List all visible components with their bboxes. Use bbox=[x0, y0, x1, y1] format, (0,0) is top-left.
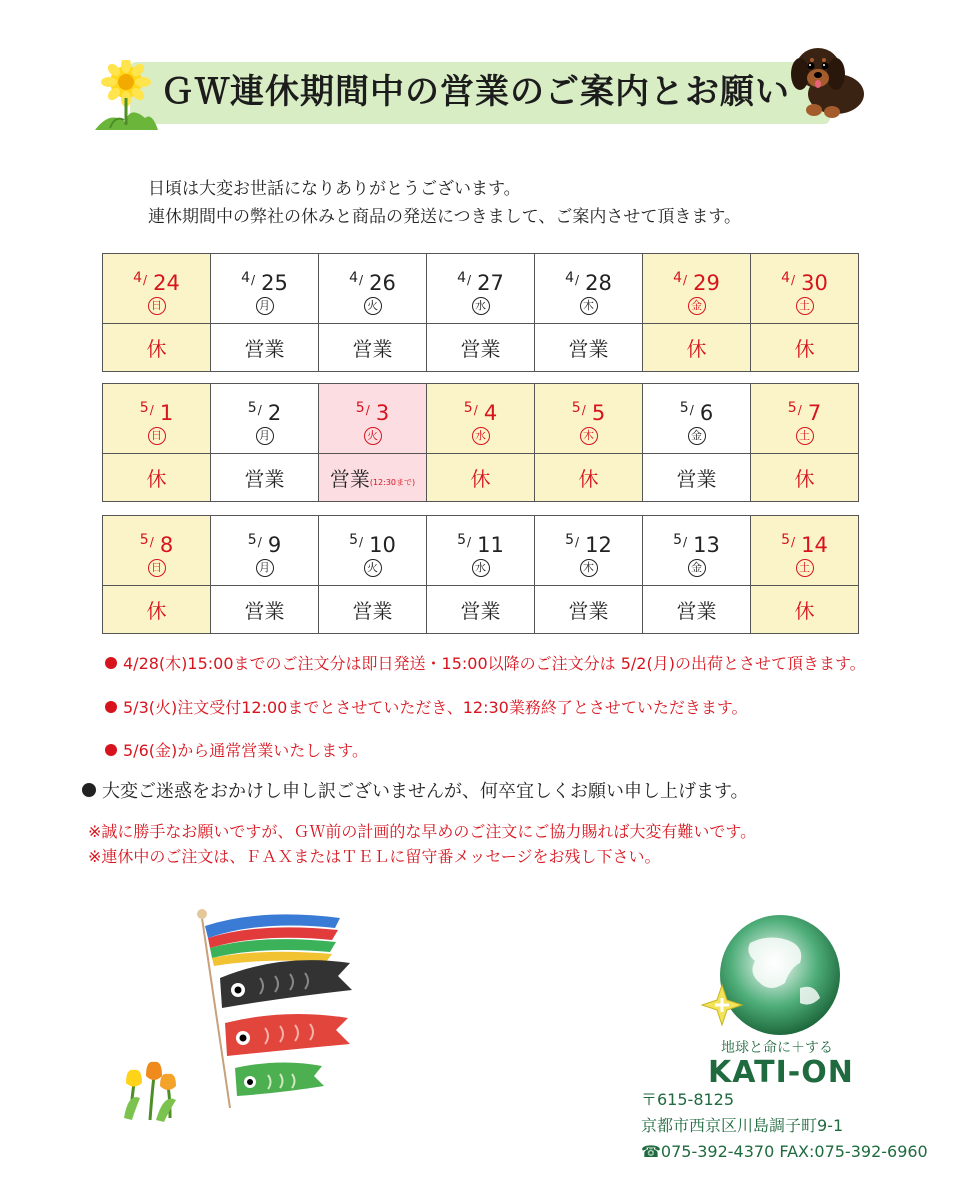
date-label bbox=[103, 524, 210, 556]
date-label bbox=[103, 392, 210, 424]
intro-line: 連休期間中の弊社の休みと商品の発送につきまして、ご案内させて頂きます。 bbox=[148, 207, 741, 227]
month: 5 bbox=[139, 400, 149, 416]
status-cell bbox=[211, 454, 319, 502]
bullet-icon bbox=[105, 744, 117, 756]
date-cell bbox=[211, 384, 319, 454]
intro-text bbox=[148, 175, 741, 231]
day: 8 bbox=[159, 533, 174, 557]
day: 3 bbox=[375, 401, 390, 425]
status-label: 営業 bbox=[244, 599, 285, 623]
date-separator: / bbox=[581, 403, 586, 417]
date-separator: / bbox=[791, 535, 796, 549]
day: 30 bbox=[801, 271, 828, 295]
bullet-icon bbox=[105, 701, 117, 713]
status-label: 営業 bbox=[352, 337, 393, 361]
month: 5 bbox=[463, 400, 473, 416]
status-cell bbox=[103, 586, 211, 634]
date-label bbox=[319, 524, 426, 556]
weekday-badge: 土 bbox=[796, 297, 814, 315]
weekday-badge: 水 bbox=[472, 427, 490, 445]
date-separator: / bbox=[689, 403, 694, 417]
date-cell bbox=[103, 516, 211, 586]
koinobori-icon bbox=[110, 898, 360, 1123]
date-label bbox=[643, 392, 750, 424]
status-cell bbox=[427, 454, 535, 502]
weekday-badge: 火 bbox=[364, 297, 382, 315]
note-text: 5/6(金)から通常営業いたします。 bbox=[123, 741, 368, 760]
month: 5 bbox=[247, 400, 257, 416]
weekday-badge: 火 bbox=[364, 427, 382, 445]
weekday-badge: 月 bbox=[256, 427, 274, 445]
status-cell bbox=[751, 454, 859, 502]
caution-fax-tel: ※連休中のご注文は、ＦＡＸまたはＴＥＬに留守番メッセージをお残し下さい。 bbox=[88, 847, 661, 866]
month: 5 bbox=[247, 532, 257, 548]
date-label bbox=[319, 392, 426, 424]
status-label: 休 bbox=[146, 337, 167, 361]
weekday-badge: 水 bbox=[472, 297, 490, 315]
date-label bbox=[643, 524, 750, 556]
order-deadline-note bbox=[105, 696, 748, 720]
status-cell bbox=[103, 324, 211, 372]
status-cell bbox=[535, 324, 643, 372]
status-label: 営業 bbox=[676, 599, 717, 623]
calendar-week bbox=[102, 383, 859, 502]
status-cell bbox=[643, 324, 751, 372]
status-label: 休 bbox=[686, 337, 707, 361]
day: 12 bbox=[585, 533, 612, 557]
date-cell bbox=[643, 254, 751, 324]
date-label bbox=[319, 262, 426, 294]
weekday-badge: 金 bbox=[688, 559, 706, 577]
day: 4 bbox=[483, 401, 498, 425]
date-separator: / bbox=[143, 273, 148, 287]
date-label bbox=[427, 262, 534, 294]
status-label: 営業 bbox=[568, 599, 609, 623]
date-separator: / bbox=[149, 535, 154, 549]
date-label bbox=[427, 392, 534, 424]
weekday-badge: 金 bbox=[688, 427, 706, 445]
day: 13 bbox=[693, 533, 720, 557]
date-separator: / bbox=[251, 273, 256, 287]
date-cell bbox=[643, 384, 751, 454]
status-label: 営業 bbox=[676, 467, 717, 491]
date-separator: / bbox=[359, 535, 364, 549]
date-label bbox=[751, 392, 858, 424]
date-label bbox=[427, 524, 534, 556]
sunflower-icon bbox=[90, 60, 160, 135]
date-separator: / bbox=[467, 535, 472, 549]
date-cell bbox=[319, 254, 427, 324]
date-separator: / bbox=[683, 273, 688, 287]
day: 14 bbox=[801, 533, 828, 557]
date-label bbox=[211, 392, 318, 424]
resume-note bbox=[105, 739, 368, 763]
weekday-badge: 月 bbox=[256, 559, 274, 577]
date-label bbox=[751, 262, 858, 294]
day: 27 bbox=[477, 271, 504, 295]
date-cell bbox=[751, 384, 859, 454]
status-label: 営業 bbox=[244, 337, 285, 361]
date-cell bbox=[427, 254, 535, 324]
month: 4 bbox=[133, 270, 143, 286]
month: 4 bbox=[457, 270, 467, 286]
day: 28 bbox=[585, 271, 612, 295]
date-separator: / bbox=[791, 273, 796, 287]
intro-line: 日頃は大変お世話になりありがとうございます。 bbox=[148, 179, 521, 199]
status-cell bbox=[211, 586, 319, 634]
date-separator: / bbox=[575, 535, 580, 549]
globe-icon bbox=[700, 913, 850, 1043]
status-cell bbox=[643, 454, 751, 502]
bullet-icon bbox=[82, 783, 96, 797]
date-cell bbox=[427, 516, 535, 586]
status-cell bbox=[319, 586, 427, 634]
month: 5 bbox=[565, 532, 575, 548]
date-label bbox=[535, 524, 642, 556]
day: 9 bbox=[267, 533, 282, 557]
calendar-week bbox=[102, 515, 859, 634]
month: 5 bbox=[787, 400, 797, 416]
date-cell bbox=[751, 254, 859, 324]
month: 5 bbox=[571, 400, 581, 416]
company-slogan: 地球と命に＋する bbox=[721, 1040, 833, 1056]
weekday-badge: 日 bbox=[148, 427, 166, 445]
day: 11 bbox=[477, 533, 504, 557]
date-cell bbox=[643, 516, 751, 586]
calendar-week bbox=[102, 253, 859, 372]
day: 2 bbox=[267, 401, 282, 425]
status-cell bbox=[427, 324, 535, 372]
day: 29 bbox=[693, 271, 720, 295]
day: 26 bbox=[369, 271, 396, 295]
status-cell bbox=[319, 324, 427, 372]
status-label: 休 bbox=[146, 467, 167, 491]
date-cell bbox=[211, 516, 319, 586]
status-label: 営業 bbox=[352, 599, 393, 623]
status-label: 営業 bbox=[329, 467, 370, 491]
weekday-badge: 木 bbox=[580, 559, 598, 577]
status-label: 営業 bbox=[244, 467, 285, 491]
company-contact: ☎075-392-4370 FAX:075-392-6960 bbox=[641, 1142, 928, 1161]
status-label: 休 bbox=[794, 337, 815, 361]
month: 5 bbox=[457, 532, 467, 548]
date-label bbox=[643, 262, 750, 294]
status-cell bbox=[751, 586, 859, 634]
status-cell bbox=[211, 324, 319, 372]
weekday-badge: 木 bbox=[580, 427, 598, 445]
dog-icon bbox=[788, 36, 868, 120]
apology-note bbox=[82, 780, 749, 804]
day: 5 bbox=[591, 401, 606, 425]
day: 6 bbox=[699, 401, 714, 425]
day: 1 bbox=[159, 401, 174, 425]
status-cell bbox=[103, 454, 211, 502]
date-label bbox=[535, 262, 642, 294]
date-label bbox=[211, 262, 318, 294]
day: 25 bbox=[261, 271, 288, 295]
date-label bbox=[751, 524, 858, 556]
apology-text: 大変ご迷惑をおかけし申し訳ございませんが、何卒宜しくお願い申し上げます。 bbox=[102, 781, 749, 802]
date-cell bbox=[103, 254, 211, 324]
date-separator: / bbox=[473, 403, 478, 417]
note-text: 4/28(木)15:00までのご注文分は即日発送・15:00以降のご注文分は 5/2(月)の出荷とさせて頂きます。 bbox=[123, 654, 866, 673]
month: 5 bbox=[781, 532, 791, 548]
weekday-badge: 土 bbox=[796, 427, 814, 445]
date-separator: / bbox=[683, 535, 688, 549]
status-label: 休 bbox=[578, 467, 599, 491]
date-separator: / bbox=[257, 403, 262, 417]
day: 24 bbox=[153, 271, 180, 295]
page-title: ＧＷ連休期間中の営業のご案内とお願い bbox=[160, 72, 790, 112]
month: 4 bbox=[673, 270, 683, 286]
company-postal: 〒615-8125 bbox=[641, 1090, 735, 1109]
date-cell bbox=[751, 516, 859, 586]
month: 5 bbox=[679, 400, 689, 416]
status-label: 営業 bbox=[460, 337, 501, 361]
status-label: 営業 bbox=[460, 599, 501, 623]
status-cell bbox=[643, 586, 751, 634]
date-cell bbox=[535, 254, 643, 324]
status-label: 休 bbox=[794, 599, 815, 623]
date-cell bbox=[319, 384, 427, 454]
date-cell bbox=[211, 254, 319, 324]
date-separator: / bbox=[149, 403, 154, 417]
status-label: 営業 bbox=[568, 337, 609, 361]
weekday-badge: 月 bbox=[256, 297, 274, 315]
company-address: 京都市西京区川島調子町9-1 bbox=[641, 1116, 844, 1135]
status-cell bbox=[751, 324, 859, 372]
date-separator: / bbox=[365, 403, 370, 417]
date-separator: / bbox=[359, 273, 364, 287]
date-label bbox=[211, 524, 318, 556]
date-cell bbox=[427, 384, 535, 454]
month: 5 bbox=[673, 532, 683, 548]
date-separator: / bbox=[797, 403, 802, 417]
month: 4 bbox=[349, 270, 359, 286]
status-cell bbox=[535, 586, 643, 634]
weekday-badge: 土 bbox=[796, 559, 814, 577]
month: 5 bbox=[349, 532, 359, 548]
weekday-badge: 金 bbox=[688, 297, 706, 315]
weekday-badge: 水 bbox=[472, 559, 490, 577]
date-separator: / bbox=[257, 535, 262, 549]
date-cell bbox=[103, 384, 211, 454]
bullet-icon bbox=[105, 657, 117, 669]
status-label: 休 bbox=[146, 599, 167, 623]
caution-early-order: ※誠に勝手なお願いですが、ＧＷ前の計画的な早めのご注文にご協力賜れば大変有難いです。 bbox=[88, 822, 757, 841]
date-separator: / bbox=[575, 273, 580, 287]
date-cell bbox=[535, 384, 643, 454]
note-text: 5/3(火)注文受付12:00までとさせていただき、12:30業務終了とさせていただきます。 bbox=[123, 698, 748, 717]
status-cell bbox=[535, 454, 643, 502]
date-cell bbox=[535, 516, 643, 586]
month: 5 bbox=[139, 532, 149, 548]
weekday-badge: 日 bbox=[148, 297, 166, 315]
status-label: 休 bbox=[794, 467, 815, 491]
shipping-note bbox=[105, 652, 866, 676]
company-name: KATI-ON bbox=[708, 1055, 854, 1090]
date-label bbox=[103, 262, 210, 294]
status-cell bbox=[427, 586, 535, 634]
date-label bbox=[535, 392, 642, 424]
date-separator: / bbox=[467, 273, 472, 287]
weekday-badge: 木 bbox=[580, 297, 598, 315]
day: 7 bbox=[807, 401, 822, 425]
weekday-badge: 火 bbox=[364, 559, 382, 577]
month: 4 bbox=[565, 270, 575, 286]
month: 4 bbox=[781, 270, 791, 286]
month: 4 bbox=[241, 270, 251, 286]
status-note: (12:30まで) bbox=[369, 478, 416, 487]
status-label: 休 bbox=[470, 467, 491, 491]
status-cell bbox=[319, 454, 427, 502]
weekday-badge: 日 bbox=[148, 559, 166, 577]
month: 5 bbox=[355, 400, 365, 416]
date-cell bbox=[319, 516, 427, 586]
day: 10 bbox=[369, 533, 396, 557]
